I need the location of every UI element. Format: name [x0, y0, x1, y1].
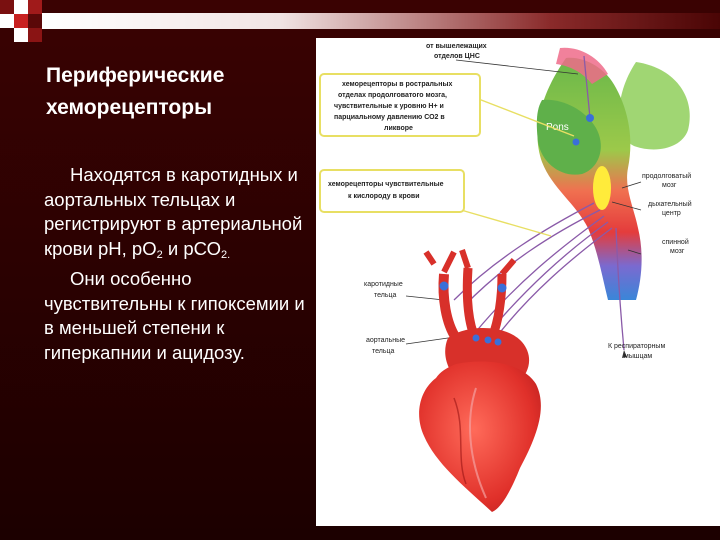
diagram-svg: [316, 38, 720, 526]
header-gradient-bar: [42, 13, 720, 29]
callout-central-line: отделах продолговатого мозга,: [338, 92, 447, 99]
medulla-label: продолговатый: [642, 173, 692, 180]
chemoreceptor-diagram: [316, 38, 720, 526]
paragraph-text: Находятся в каротидных и аортальных тельцах и регистрируют в артериальной крови рН, рО: [44, 164, 303, 259]
title-line: Периферические: [46, 64, 225, 87]
deco-square: [28, 28, 42, 42]
deco-square: [14, 14, 28, 28]
spinal-cord-label: мозг: [670, 248, 685, 255]
decorative-squares: [0, 0, 60, 60]
deco-square: [0, 0, 14, 14]
aortic-body-dot: [485, 337, 492, 344]
aortic-body-dot: [473, 335, 480, 342]
carotid-body-dot: [498, 284, 507, 293]
deco-square: [14, 0, 28, 14]
carotid-body-dot: [440, 282, 449, 291]
subscript: 2.: [220, 248, 231, 261]
muscles-label: К респираторным: [608, 343, 666, 350]
callout-box-peripheral: [320, 170, 464, 212]
spinal-cord-label: спинной: [662, 239, 689, 246]
paragraph-location: [44, 163, 306, 261]
callout-peripheral-line: к кислороду в крови: [348, 193, 420, 200]
paragraph-text: и рСО: [162, 237, 221, 259]
deco-square: [28, 14, 42, 28]
receptor-dot: [573, 139, 580, 146]
cns-label: отделов ЦНС: [434, 53, 480, 60]
carotid-label: каротидные: [364, 281, 403, 288]
receptor-dot: [586, 114, 594, 122]
paragraph-sensitivity: [44, 267, 306, 365]
paragraph-text: Они особенно чувствительны к гипоксемии и в меньшей степени к гиперкапнии и ацидозу.: [44, 268, 305, 363]
callout-central-line: ликворе: [384, 125, 413, 132]
muscles-label: мышцам: [624, 353, 653, 360]
resp-center-label: центр: [662, 210, 681, 217]
body-text: [44, 163, 306, 371]
aortic-label: тельца: [372, 348, 395, 355]
deco-square: [28, 0, 42, 14]
pons-label: Pons: [546, 122, 569, 133]
carotid-label: тельца: [374, 292, 397, 299]
callout-central-line: хеморецепторы в ростральных: [342, 81, 453, 88]
resp-center-label: дыхательный: [648, 201, 692, 208]
callout-peripheral-line: хеморецепторы чувствительные: [328, 181, 444, 188]
subscript: 2: [156, 248, 163, 261]
deco-square: [0, 14, 14, 28]
respiratory-center-shape: [593, 166, 611, 210]
slide-title: [46, 60, 306, 124]
deco-square: [14, 28, 28, 42]
title-line: хеморецепторы: [46, 96, 213, 119]
aortic-body-dot: [495, 339, 502, 346]
callout-central-line: парциальному давлению СО2 в: [334, 114, 445, 121]
callout-central-line: чувствительные к уровню Н+ и: [334, 103, 444, 110]
aortic-label: аортальные: [366, 337, 406, 344]
heart-illustration: [419, 250, 541, 512]
cns-label: от вышележащих: [426, 43, 487, 50]
medulla-label: мозг: [662, 182, 677, 189]
